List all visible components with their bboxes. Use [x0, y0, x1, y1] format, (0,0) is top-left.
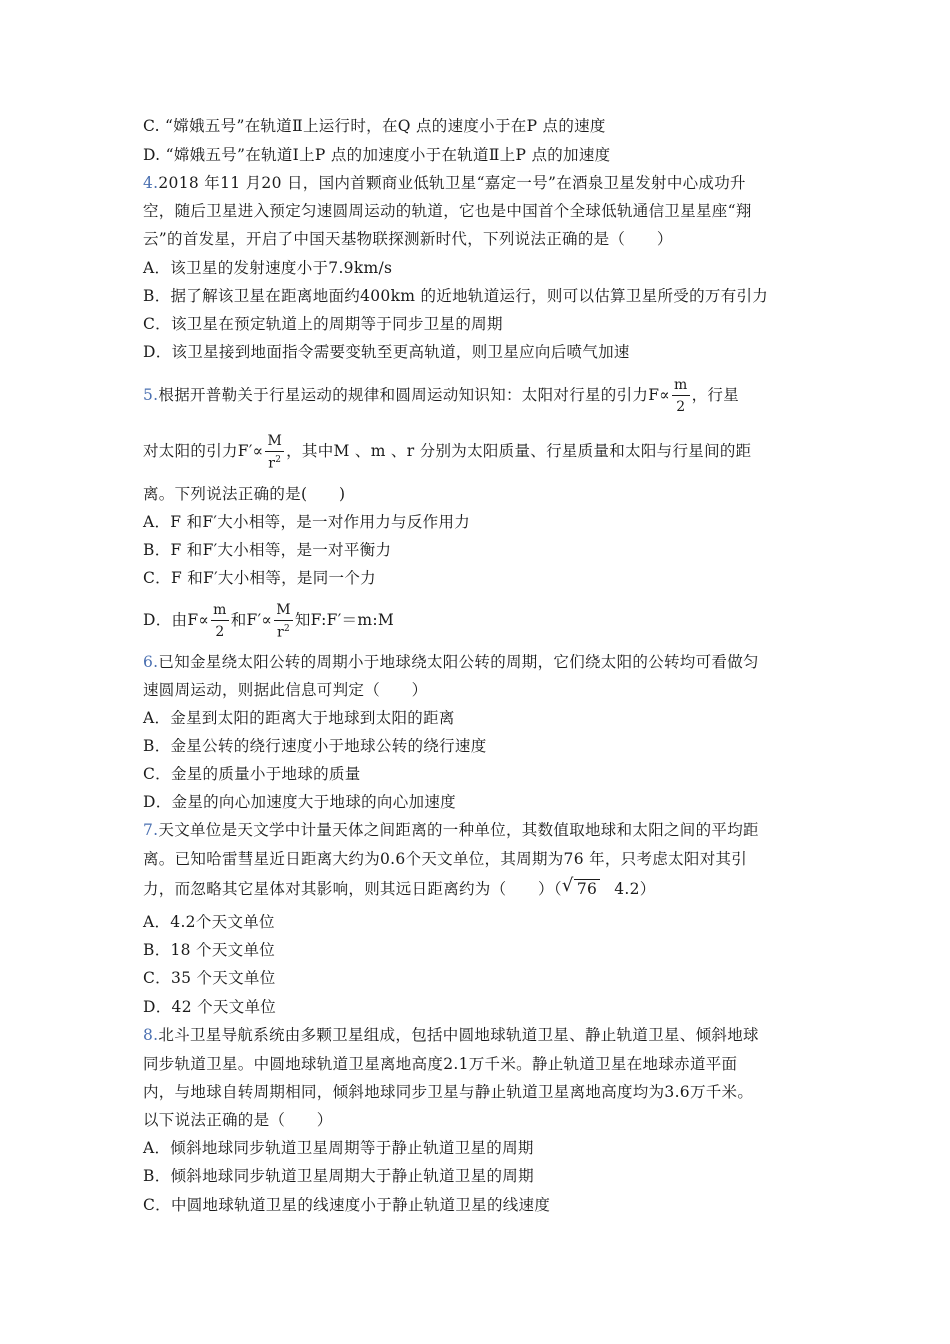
q7-stem-line1: 7.天文单位是天文学中计量天体之间距离的一种单位，其数值取地球和太阳之间的平均距: [143, 821, 759, 839]
q4-stem-line3: 云”的首发星，开启了中国天基物联探测新时代，下列说法正确的是（ ）: [143, 230, 673, 248]
q7-number: 7.: [143, 821, 159, 839]
q8-stem-line4: 以下说法正确的是（ ）: [143, 1111, 333, 1129]
q4-option-a: A．该卫星的发射速度小于7.9km/s: [143, 259, 393, 277]
q5-fraction-m-over-2: $\frac{m}{2}$: [674, 377, 688, 415]
q7-cube-root: √ 76: [562, 878, 600, 900]
q5-option-d: D．由F∝ $\frac{m}{2}$ 和F′∝ $\frac{M}{r^2}$ 知F:F′＝m:M: [143, 601, 395, 641]
q5-stem-line3: 离。下列说法正确的是( ): [143, 485, 346, 503]
q7-option-a: A．4.2个天文单位: [143, 913, 275, 931]
q4-option-d: D．该卫星接到地面指令需要变轨至更高轨道，则卫星应向后喷气加速: [143, 343, 630, 361]
q4-option-c: C．该卫星在预定轨道上的周期等于同步卫星的周期: [143, 315, 503, 333]
q8-option-c: C．中圆地球轨道卫星的线速度小于静止轨道卫星的线速度: [143, 1196, 551, 1214]
q5-d-fraction-m-over-2: $\frac{m}{2}$: [213, 602, 227, 640]
q8-number: 8.: [143, 1026, 159, 1044]
q5-option-c: C．F 和F′大小相等，是同一个力: [143, 569, 376, 587]
q6-stem-line1: 6.已知金星绕太阳公转的周期小于地球绕太阳公转的周期，它们绕太阳的公转均可看做匀: [143, 653, 759, 671]
q8-option-a: A．倾斜地球同步轨道卫星周期等于静止轨道卫星的周期: [143, 1139, 534, 1157]
q6-stem-line2: 速圆周运动，则据此信息可判定（ ）: [143, 681, 428, 699]
q5-number: 5.: [143, 386, 159, 404]
q8-stem-line1: 8.北斗卫星导航系统由多颗卫星组成，包括中圆地球轨道卫星、静止轨道卫星、倾斜地球: [143, 1026, 759, 1044]
q8-option-b: B．倾斜地球同步轨道卫星周期大于静止轨道卫星的周期: [143, 1167, 534, 1185]
q6-option-b: B．金星公转的绕行速度小于地球公转的绕行速度: [143, 737, 487, 755]
q4-stem-line2: 空，随后卫星进入预定匀速圆周运动的轨道，它也是中国首个全球低轨通信卫星星座“翔: [143, 202, 752, 220]
q7-stem-line3: 力，而忽略其它星体对其影响，则其远日距离约为（ ）（ √ 76 4.2）: [143, 875, 656, 898]
q6-option-c: C．金星的质量小于地球的质量: [143, 765, 361, 783]
q3-option-c: C. “嫦娥五号”在轨道Ⅱ上运行时，在Q 点的速度小于在P 点的速度: [143, 117, 606, 135]
q5-stem-line2: 对太阳的引力F′∝ $\frac{M}{r^2}$ ，其中M 、m 、r 分别为太阳质量、行星质量和太阳与行星间的距: [143, 432, 752, 472]
q6-number: 6.: [143, 653, 159, 671]
q7-stem-line2: 离。已知哈雷彗星近日距离大约为0.6个天文单位，其周期为76 年，只考虑太阳对其引: [143, 850, 748, 868]
q8-stem-line2: 同步轨道卫星。中圆地球轨道卫星离地高度2.1万千米。静止轨道卫星在地球赤道平面: [143, 1055, 738, 1073]
q7-option-c: C．35 个天文单位: [143, 969, 276, 987]
q6-option-d: D．金星的向心加速度大于地球的向心加速度: [143, 793, 456, 811]
q4-option-b: B．据了解该卫星在距离地面约400km 的近地轨道运行，则可以估算卫星所受的万有引力: [143, 287, 769, 305]
q7-option-b: B．18 个天文单位: [143, 941, 276, 959]
q5-option-b: B．F 和F′大小相等，是一对平衡力: [143, 541, 392, 559]
q4-stem-line1: 4.2018 年11 月20 日，国内首颗商业低轨卫星“嘉定一号”在酒泉卫星发射中心成功升: [143, 174, 746, 192]
q5-stem-line1: 5.根据开普勒关于行星运动的规律和圆周运动知识知：太阳对行星的引力F∝ $\frac{m}{2}$ ，行星: [143, 377, 740, 415]
q5-option-a: A．F 和F′大小相等，是一对作用力与反作用力: [143, 513, 471, 531]
q3-option-d: D. “嫦娥五号”在轨道Ⅰ上P 点的加速度小于在轨道Ⅱ上P 点的加速度: [143, 146, 611, 164]
q8-stem-line3: 内，与地球自转周期相同，倾斜地球同步卫星与静止轨道卫星离地高度均为3.6万千米。: [143, 1083, 754, 1101]
q4-number: 4.: [143, 174, 159, 192]
q7-option-d: D．42 个天文单位: [143, 998, 277, 1016]
q5-d-fraction-M-over-r2: $\frac{M}{r^2}$: [276, 601, 291, 641]
q5-fraction-M-over-r2: $\frac{M}{r^2}$: [267, 432, 283, 472]
q6-option-a: A．金星到太阳的距离大于地球到太阳的距离: [143, 709, 455, 727]
